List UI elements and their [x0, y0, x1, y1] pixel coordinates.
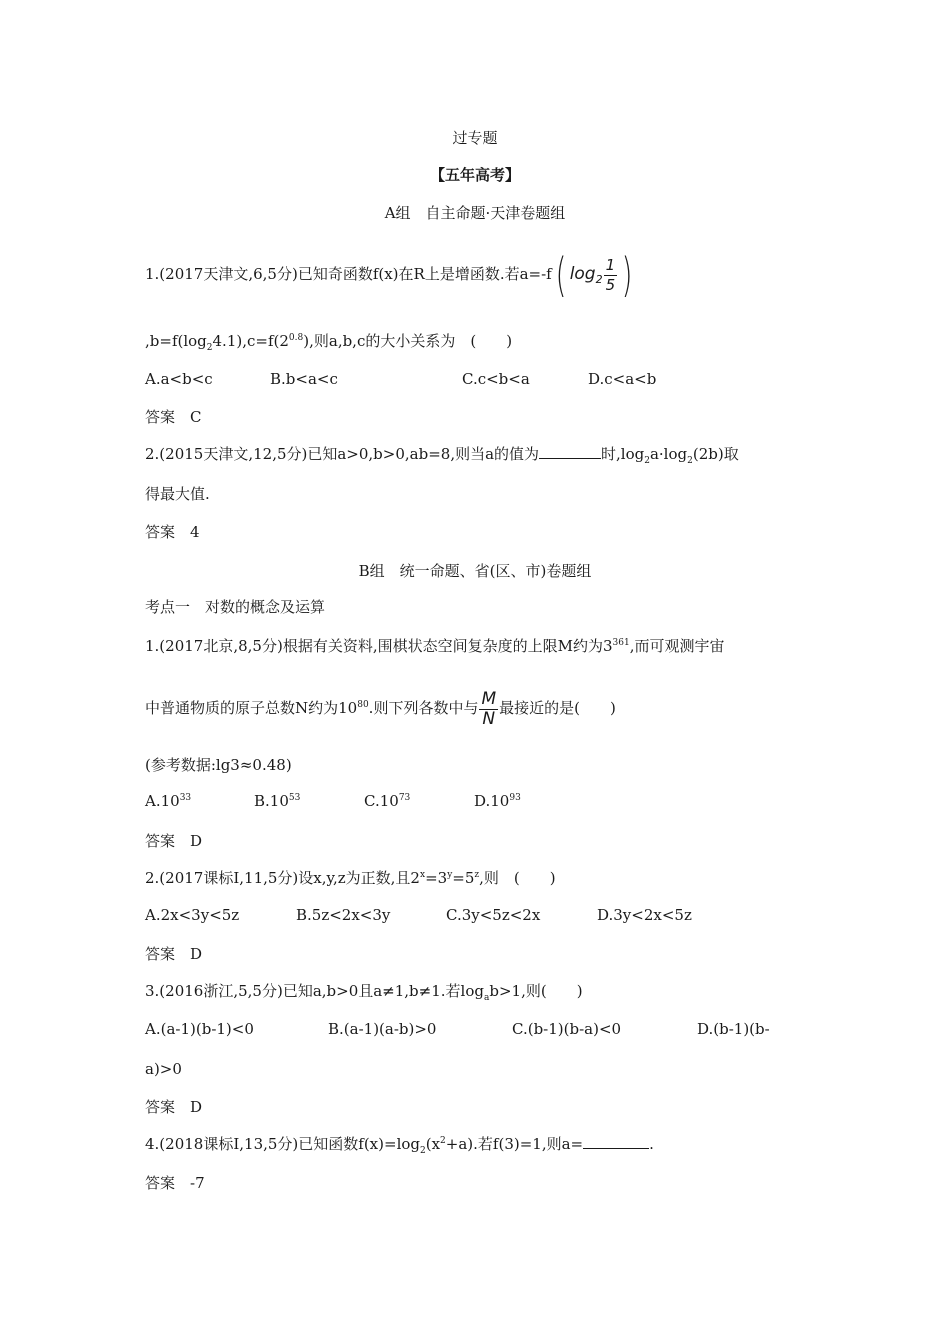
superscript: 73: [398, 793, 411, 803]
fraction-denominator: 5: [605, 275, 616, 294]
fraction-numerator: 1: [605, 255, 616, 274]
text-segment: 时,log: [601, 445, 645, 463]
option-d: [474, 792, 521, 810]
superscript: 53: [288, 793, 301, 803]
option-a: A.a<b<c: [145, 370, 213, 388]
text-segment: =3: [425, 869, 448, 887]
subscript: 2: [687, 456, 693, 466]
question-a2-stem: [145, 444, 739, 464]
fraction-numerator: M: [481, 688, 497, 709]
option-c: [364, 792, 410, 810]
group-a-heading: A组 自主命题·天津卷题组: [384, 204, 566, 222]
answer-b2: 答案 D: [145, 945, 203, 963]
text-segment: 1.(2017北京,8,5分)根据有关资料,围棋状态空间复杂度的上限M约为3: [145, 637, 613, 655]
page-title: 过专题: [452, 129, 498, 147]
fraction-one-fifth: [604, 256, 618, 295]
superscript: 93: [509, 793, 521, 803]
option-b: B.b<a<c: [270, 370, 338, 388]
text-segment: ),则a,b,c的大小关系为 ( ): [303, 332, 513, 350]
superscript: x: [419, 870, 426, 880]
superscript: 80: [357, 700, 369, 710]
subscript: a: [483, 993, 490, 1003]
text-segment: 2.(2017课标Ⅰ,11,5分)设x,y,z为正数,且2: [145, 869, 420, 887]
reference-data: (参考数据:lg3≈0.48): [145, 756, 292, 774]
question-a1-text: 1.(2017天津文,6,5分)已知奇函数f(x)在R上是增函数.若a=-f: [145, 265, 552, 283]
text-segment: ,b=f(log: [145, 332, 207, 350]
text-segment: a·log: [649, 445, 688, 463]
text-segment: ,而可观测宇宙: [629, 637, 725, 655]
option-text: D.10: [474, 792, 510, 810]
answer-a1: 答案 C: [145, 408, 202, 426]
group-b-heading: B组 统一命题、省(区、市)卷题组: [358, 562, 592, 580]
superscript: 2: [440, 1136, 446, 1146]
answer-a2: 答案 4: [145, 523, 200, 541]
fraction-denominator: N: [482, 708, 496, 729]
text-segment: 3.(2016浙江,5,5分)已知a,b>0且a≠1,b≠1.若log: [145, 982, 484, 1000]
text-segment: 4.1),c=f(2: [212, 332, 289, 350]
superscript: 0.8: [288, 333, 304, 343]
question-b2-stem: [145, 868, 556, 888]
option-a: A.2x<3y<5z: [145, 906, 240, 924]
question-a1-line2: [145, 331, 512, 351]
question-b4-stem: [145, 1134, 654, 1154]
question-b1-stem: [145, 636, 724, 656]
option-b: B.(a-1)(a-b)>0: [328, 1020, 437, 1038]
option-text: A.10: [145, 792, 180, 810]
text-segment: (2b)取: [692, 445, 739, 463]
option-d: D.3y<2x<5z: [597, 906, 692, 924]
subscript: 2: [206, 343, 213, 353]
text-segment: 中普通物质的原子总数N约为10: [145, 699, 358, 717]
question-b1-line2: [145, 686, 616, 730]
text-segment: 2.(2015天津文,12,5分)已知a>0,b>0,ab=8,则当a的值为: [145, 445, 540, 463]
option-c: C.c<b<a: [462, 370, 530, 388]
answer-b3: 答案 D: [145, 1098, 203, 1116]
text-segment: (x: [425, 1135, 441, 1153]
left-paren: (: [555, 248, 567, 302]
question-b3-line2: a)>0: [145, 1060, 182, 1078]
subscript: 2: [644, 456, 650, 466]
text-segment: =5: [452, 869, 475, 887]
answer-b4: 答案 -7: [145, 1174, 205, 1192]
answer-blank: [583, 1134, 649, 1149]
option-c: C.(b-1)(b-a)<0: [512, 1020, 622, 1038]
option-a: A.(a-1)(b-1)<0: [145, 1020, 254, 1038]
text-segment: .则下列各数中与: [368, 699, 479, 717]
option-text: B.10: [254, 792, 289, 810]
text-segment: ,则 ( ): [479, 869, 556, 887]
log-base: 2: [595, 273, 603, 286]
superscript: 361: [612, 638, 630, 648]
text-segment: +a).若f(3)=1,则a=: [445, 1135, 584, 1153]
option-b: B.5z<2x<3y: [296, 906, 391, 924]
text-segment: 最接近的是( ): [499, 699, 616, 717]
question-b3-stem: [145, 981, 583, 1001]
option-c: C.3y<5z<2x: [446, 906, 541, 924]
superscript: y: [447, 870, 453, 880]
option-a: [145, 792, 191, 810]
superscript: 33: [179, 793, 192, 803]
answer-blank: [539, 444, 601, 459]
answer-b1: 答案 D: [145, 832, 203, 850]
text-segment: .: [649, 1135, 654, 1153]
option-d: D.(b-1)(b-: [697, 1020, 770, 1038]
question-a2-line2: 得最大值.: [145, 485, 210, 503]
superscript: z: [474, 870, 480, 880]
option-d: D.c<a<b: [588, 370, 657, 388]
text-segment: b>1,则( ): [489, 982, 583, 1000]
option-b: [254, 792, 300, 810]
text-segment: 4.(2018课标Ⅰ,13,5分)已知函数f(x)=log: [145, 1135, 420, 1153]
question-a1-stem: [145, 248, 636, 300]
kaodian-heading: 考点一 对数的概念及运算: [145, 598, 326, 616]
fraction-m-over-n: [479, 690, 498, 729]
log-text: log: [569, 264, 596, 284]
right-paren: ): [621, 248, 633, 302]
section-heading: 【五年高考】: [429, 166, 520, 184]
option-text: C.10: [364, 792, 399, 810]
subscript: 2: [420, 1146, 426, 1156]
